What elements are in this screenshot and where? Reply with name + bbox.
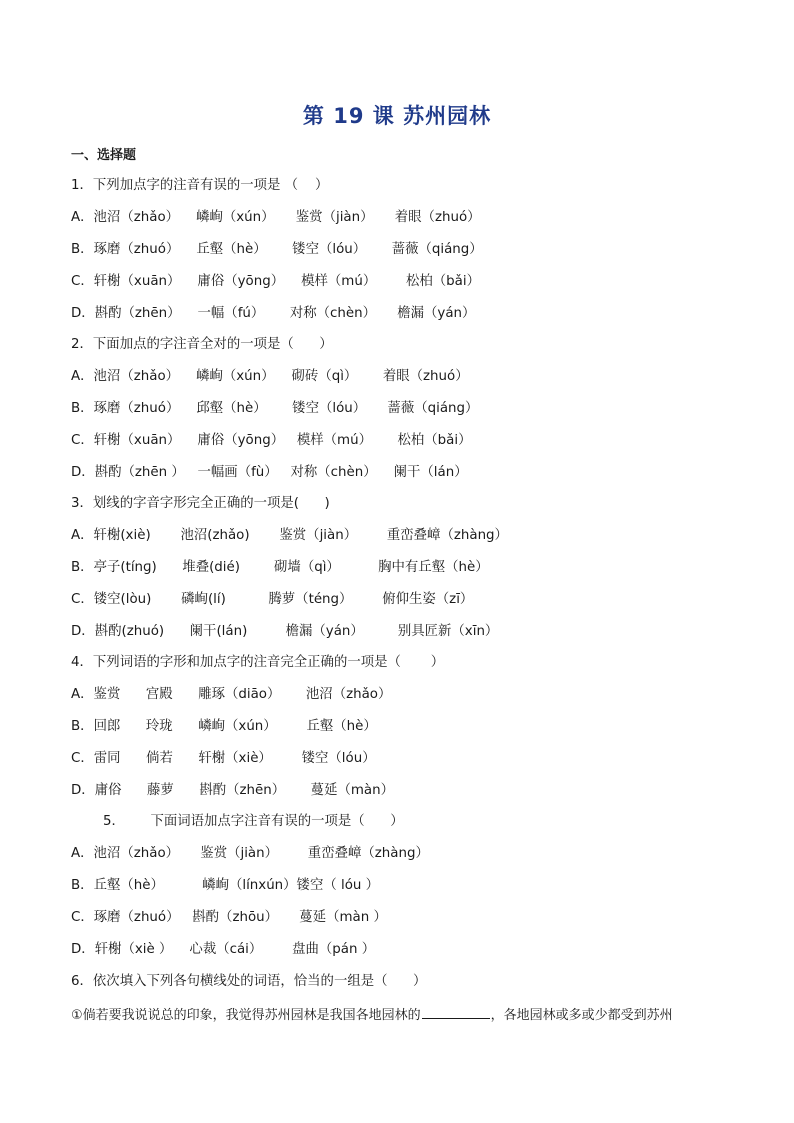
fill-in-blank	[422, 1004, 490, 1019]
question-3: 3．划线的字音字形完全正确的一项是( )	[71, 496, 330, 511]
option-line: A．池沼（zhǎo） 嶙峋（xún） 鉴赏（jiàn） 着眼（zhuó）	[71, 210, 481, 225]
option-line: D．斟酌(zhuó) 阑干(lán) 檐漏（yán） 别具匠新（xīn）	[71, 624, 499, 639]
option-line: D．斟酌（zhēn） 一幅（fú） 对称（chèn） 檐漏（yán）	[71, 306, 476, 321]
sentence-line	[71, 1004, 673, 1025]
option-line: B．琢磨（zhuó） 邱壑（hè） 镂空（lóu） 蔷薇（qiáng）	[71, 401, 479, 416]
option-line: B．亭子(tínɡ) 堆叠(dié) 砌墙（qì） 胸中有丘壑（hè）	[71, 560, 489, 575]
option-line: A．鉴赏 宫殿 雕琢（diāo） 池沼（zhǎo）	[71, 687, 392, 702]
option-line: A．轩榭(xiè) 池沼(zhǎo) 鉴赏（jiàn） 重峦叠嶂（zhàng）	[71, 528, 508, 543]
option-line: C．琢磨（zhuó） 斟酌（zhōu） 蔓延（màn ）	[71, 910, 387, 925]
option-line: D．庸俗 藤萝 斟酌（zhēn） 蔓延（màn）	[71, 783, 394, 798]
option-line: B．回郎 玲珑 嶙峋（xún） 丘壑（hè）	[71, 719, 377, 734]
option-line: C．雷同 倘若 轩榭（xiè） 镂空（lóu）	[71, 751, 376, 766]
option-line: A．池沼（zhǎo） 鉴赏（jiàn） 重峦叠嶂（zhàng）	[71, 846, 429, 861]
sentence-text-after: ，各地园林或多或少都受到苏州	[490, 1008, 673, 1023]
option-line: B．丘壑（hè） 嶙峋（línxún）镂空（ lóu ）	[71, 878, 380, 893]
page-title: 第 19 课 苏州园林	[302, 104, 492, 128]
option-line: D．轩榭（xiè ） 心裁（cái） 盘曲（pán ）	[71, 942, 376, 957]
option-line: C．轩榭（xuān） 庸俗（yōng） 模样（mú） 松柏（bǎi）	[71, 274, 481, 289]
option-line: A．池沼（zhǎo） 嶙峋（xún） 砌砖（qì） 着眼（zhuó）	[71, 369, 469, 384]
sentence-text-before: ①倘若要我说说总的印象，我觉得苏州园林是我国各地园林的	[71, 1008, 421, 1023]
question-4: 4．下列词语的字形和加点字的注音完全正确的一项是（ ）	[71, 655, 445, 670]
question-2: 2．下面加点的字注音全对的一项是（ ）	[71, 337, 333, 352]
option-line: C．轩榭（xuān） 庸俗（yōng） 模样（mú） 松柏（bǎi）	[71, 433, 472, 448]
option-line: B．琢磨（zhuó） 丘壑（hè） 镂空（lóu） 蔷薇（qiáng）	[71, 242, 483, 257]
question-6: 6．依次填入下列各句横线处的词语，恰当的一组是（ ）	[71, 974, 427, 989]
option-line: C．镂空(lòu) 磷峋(lí) 腾萝（téng） 俯仰生姿（zī）	[71, 592, 474, 607]
question-1: 1．下列加点字的注音有误的一项是 （ ）	[71, 178, 329, 193]
option-line: D．斟酌（zhēn ） 一幅画（fù） 对称（chèn） 阑干（lán）	[71, 465, 468, 480]
section-heading: 一、选择题	[71, 148, 137, 163]
question-5: 5． 下面词语加点字注音有误的一项是（ ）	[103, 814, 404, 829]
